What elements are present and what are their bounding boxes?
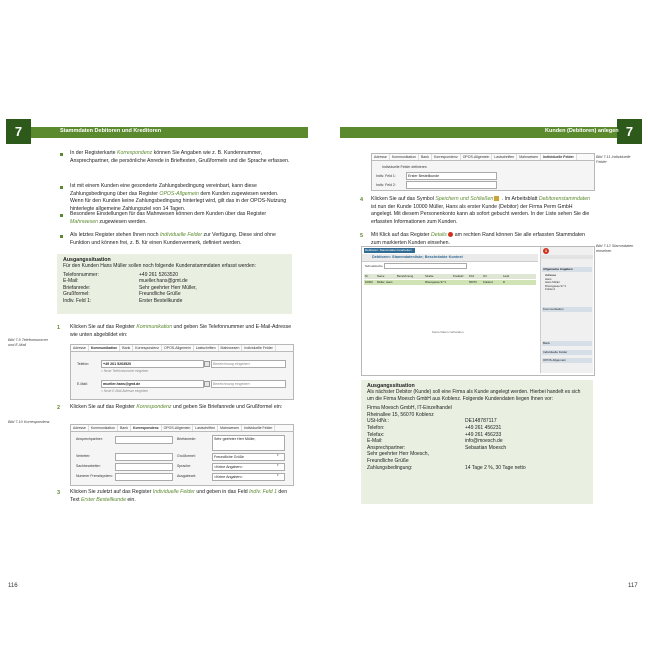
chapter-chip-left: 7 bbox=[6, 119, 31, 144]
cell: D bbox=[503, 280, 506, 284]
page-number-left: 116 bbox=[8, 583, 18, 589]
box-row: Telefonnummer: +49 261 5263520 bbox=[63, 271, 179, 278]
tab-kommunikation[interactable]: Kommunikation bbox=[390, 154, 419, 160]
box-line: Rheinallee 15, 56070 Koblenz bbox=[367, 411, 434, 418]
bullet-marker bbox=[60, 235, 63, 238]
bullet-marker bbox=[60, 153, 63, 156]
quicksearch-input[interactable] bbox=[384, 263, 467, 269]
email-hint: < Neue E-Mail-Adresse eingeben bbox=[101, 389, 149, 393]
bullet-text: Als letztes Register stehen Ihnen noch Individuelle Felder zur Verfügung. Diese sind ohne Funktion und können frei, z. B. für einen Kundenvermerk, definiert werden. bbox=[70, 232, 276, 246]
telefon-label: Telefon: bbox=[77, 362, 90, 366]
tab-adresse[interactable]: Adresse bbox=[71, 345, 89, 351]
detail-line: Adresse bbox=[545, 273, 557, 277]
details-section-title[interactable]: Allgemeine Angaben bbox=[542, 267, 592, 272]
box-title: Ausgangssituation bbox=[63, 257, 111, 263]
step-text: Klicken Sie auf das Register Korrespondenz und geben Sie Briefanrede und Grußformel ein: bbox=[70, 404, 283, 410]
tab-kommunikation[interactable]: Kommunikation bbox=[89, 345, 120, 351]
detail-line: Hans bbox=[545, 276, 552, 281]
box-line: Sehr geehrter Herr Moesch, bbox=[367, 451, 429, 458]
mail-icon[interactable] bbox=[204, 381, 210, 387]
ansprechpartner-label: Ansprechpartner: bbox=[76, 437, 103, 441]
details-section[interactable]: Kommunikation bbox=[542, 307, 592, 312]
step-number: 1 bbox=[57, 325, 61, 331]
col-header: Ort bbox=[483, 274, 487, 278]
situation-box-right bbox=[361, 380, 593, 504]
box-row: Indiv. Feld 1: Erster Bestellkunde bbox=[63, 297, 183, 304]
box-row: USt-IdNr.: DE148787117 bbox=[367, 418, 497, 425]
bullet-text: Ist mit einem Kunden eine gesonderte Zahlungsbedingung vereinbart, kann diese Zahlungsbedingung über das Register OPOS-Allgemein dem Kunden zugewiesen werden. Wenn für den Kunden keine Zahlungsbedingung hinterlegt wird, gilt das in der OPOS-Nutzung hinterlegte allgemeine Zahlungsziel von 14 Tagen. bbox=[70, 183, 287, 212]
feld2-input[interactable] bbox=[406, 181, 497, 189]
chevron-down-icon[interactable]: ▾ bbox=[277, 463, 279, 467]
tab-lastschriften[interactable]: Lastschriften bbox=[492, 154, 517, 160]
header-title-right: Kunden (Debitoren) anlegen bbox=[545, 128, 619, 134]
detail-line: Hans Müller bbox=[545, 280, 560, 285]
cell: 10000 bbox=[365, 280, 373, 284]
list-title: Debitoren: Stammdatenliste; Beschränkte Kontext bbox=[372, 255, 463, 259]
step-text: Klicken Sie auf das Symbol Speichern und Schließen . Im Arbeitsblatt Debitorenstammdaten ist nun der Kunde 10000 Müller, Hans als erster Kunde (Debitor) der Firma Perm GmbH angelegt. Mit diesem Personenkonto kann ab sofort gebucht werden. In der Liste sehen Sie die erfassten Informationen zum Kunden. bbox=[371, 196, 590, 225]
tab-korrespondenz[interactable]: Korrespondenz bbox=[432, 154, 461, 160]
step-number: 4 bbox=[360, 197, 364, 203]
vertreter-label: Vertreter: bbox=[76, 454, 91, 458]
tab-individuelle-felder[interactable]: Individuelle Felder bbox=[242, 345, 275, 351]
step-text: Mit Klick auf das Register Details am rechten Rand können Sie alle erfassten Stammdaten zum markierten Kunden einsehen. bbox=[371, 232, 586, 246]
screenshot-stammdaten bbox=[361, 246, 595, 376]
col-header: Straße bbox=[425, 274, 434, 278]
sachbearbeiter-input[interactable] bbox=[115, 463, 173, 471]
step-number: 5 bbox=[360, 233, 364, 239]
details-section[interactable]: Bank bbox=[542, 341, 592, 346]
empty-state: Keine Daten vorhanden bbox=[432, 330, 464, 334]
box-row: Telefax: +49 261 456233 bbox=[367, 431, 502, 438]
ausgabeart-select[interactable]: <Keine Angaben> bbox=[212, 473, 285, 481]
box-row: Telefon: +49 261 456231 bbox=[367, 424, 502, 431]
cell: Koblenz bbox=[483, 280, 494, 284]
box-row: Ansprechpartner: Sebastian Moesch bbox=[367, 444, 507, 451]
step-number: 2 bbox=[57, 405, 61, 411]
box-row: Briefanrede: Sehr geehrter Herr Müller, bbox=[63, 284, 197, 291]
telefon-hint: < Neue Telefonnummer eingeben bbox=[101, 369, 149, 373]
figure-caption: Bild 7.9 Telefonnummer und E-Mail bbox=[8, 338, 48, 348]
tab-adresse[interactable]: Adresse bbox=[372, 154, 390, 160]
box-row: E-Mail: info@moesch.de bbox=[367, 438, 503, 445]
feld1-input[interactable]: Erster Bestellkunde bbox=[406, 172, 497, 180]
email-label: E-Mail: bbox=[77, 382, 88, 386]
box-line: Freundliche Grüße bbox=[367, 457, 409, 464]
bullet-text: Besondere Einstellungen für das Mahnwesen können dem Kunden über das Register Mahnwesen zugewiesen werden. bbox=[70, 211, 267, 225]
tab-strip bbox=[71, 345, 293, 352]
tab-opos[interactable]: OPOS-Allgemein bbox=[162, 345, 194, 351]
grussformel-label: Grußformel: bbox=[177, 454, 196, 458]
box-row: E-Mail: mueller.hans@gmt.de bbox=[63, 278, 188, 285]
tab-mahnwesen[interactable]: Mahnwesen bbox=[219, 345, 243, 351]
tab-lastschriften[interactable]: Lastschriften bbox=[194, 345, 219, 351]
step-number: 3 bbox=[57, 490, 61, 496]
box-row: Grußformel: Freundliche Grüße bbox=[63, 291, 181, 298]
feld2-label: Indiv. Feld 2: bbox=[376, 183, 396, 187]
tab-bank[interactable]: Bank bbox=[120, 345, 133, 351]
detail-line: Koblenz bbox=[545, 287, 556, 292]
col-header: Postleitz. bbox=[453, 274, 465, 278]
tab-opos[interactable]: OPOS-Allgemein bbox=[162, 425, 194, 431]
chevron-down-icon[interactable]: ▾ bbox=[277, 473, 279, 477]
briefanrede-label: Briefanrede: bbox=[177, 437, 197, 441]
header-title-left: Stammdaten Debitoren und Kreditoren bbox=[60, 128, 162, 134]
details-badge: 1 bbox=[544, 248, 548, 253]
details-panel bbox=[540, 247, 593, 373]
tab-strip bbox=[372, 154, 594, 161]
ausgabeart-label: Ausgabeart: bbox=[177, 474, 196, 478]
screenshot-individuelle-felder bbox=[371, 153, 595, 191]
box-title: Ausgangssituation bbox=[367, 383, 415, 389]
grussformel-select[interactable]: Freundliche Grüße bbox=[212, 453, 285, 461]
sprache-label: Sprache: bbox=[177, 464, 192, 468]
tab-adresse[interactable]: Adresse bbox=[71, 425, 89, 431]
fremdsystem-input[interactable] bbox=[115, 473, 173, 481]
details-tab-strip[interactable] bbox=[541, 255, 593, 259]
sprache-select[interactable]: <Keine Angaben> bbox=[212, 463, 285, 471]
box-row: Zahlungsbedingung: 14 Tage 2 %, 30 Tage netto bbox=[367, 464, 526, 471]
tab-lastschriften[interactable]: Lastschriften bbox=[193, 425, 218, 431]
col-header: Land bbox=[503, 274, 510, 278]
chevron-down-icon[interactable]: ▾ bbox=[277, 453, 279, 457]
fremdsystem-label: Nummer Fremdsystem: bbox=[76, 474, 113, 478]
screenshot-kommunikation bbox=[70, 344, 294, 400]
col-header: Bezeichnung bbox=[397, 274, 414, 278]
tab-korrespondenz[interactable]: Korrespondenz bbox=[131, 425, 162, 431]
briefanrede-input[interactable]: Sehr geehrter Herr Müller, bbox=[212, 435, 285, 451]
tab-bank[interactable]: Bank bbox=[419, 154, 432, 160]
tab-opos[interactable]: OPOS-Allgemein bbox=[461, 154, 493, 160]
define-fields-link[interactable]: Individuelle Felder definieren bbox=[382, 165, 427, 169]
cell bbox=[397, 280, 425, 285]
details-section[interactable]: Individuelle Felder bbox=[542, 350, 592, 355]
tab-individuelle-felder[interactable]: Individuelle Felder bbox=[541, 154, 577, 160]
figure-caption: Bild 7.11 Individuelle Felder bbox=[596, 155, 631, 165]
cell: Rheingasse 97 3 bbox=[425, 280, 446, 284]
bullet-marker bbox=[60, 214, 63, 217]
cell: 56070 bbox=[469, 280, 477, 284]
table-row[interactable] bbox=[364, 280, 536, 285]
tab-bank[interactable]: Bank bbox=[118, 425, 131, 431]
details-address bbox=[545, 274, 566, 292]
filter-label: Schnellsuche bbox=[365, 264, 383, 268]
tab-strip bbox=[71, 425, 293, 432]
feld1-label: Indiv. Feld 1: bbox=[376, 174, 396, 178]
step-text: Klicken Sie auf das Register Kommunikation und geben Sie Telefonnummer und E-Mail-Adresse wie unten abgebildet ein: bbox=[70, 324, 292, 338]
tab-kommunikation[interactable]: Kommunikation bbox=[89, 425, 118, 431]
ansprechpartner-input[interactable] bbox=[115, 436, 173, 444]
cell bbox=[453, 280, 469, 285]
table-header bbox=[364, 274, 536, 279]
box-line: Firma Moesch GmbH, IT-Einzelhandel bbox=[367, 405, 452, 412]
col-header: Nr. bbox=[365, 274, 369, 278]
window-tab[interactable]: Debitoren: Stammdaten bearbeiten bbox=[364, 248, 415, 253]
description-input[interactable]: Bezeichnung eingeben bbox=[211, 380, 286, 388]
col-header: Name bbox=[377, 274, 385, 278]
tab-mahnwesen[interactable]: Mahnwesen bbox=[218, 425, 242, 431]
sachbearbeiter-label: Sachbearbeiter: bbox=[76, 464, 101, 468]
tab-mahnwesen[interactable]: Mahnwesen bbox=[517, 154, 541, 160]
cell: Müller, Hans bbox=[377, 280, 393, 284]
box-intro: Für den Kunden Hans Müller sollen noch folgende Kundenstammdaten erfasst werden: bbox=[63, 263, 256, 269]
page-number-right: 117 bbox=[628, 583, 638, 589]
dropdown-icon[interactable] bbox=[204, 361, 210, 367]
email-input[interactable]: mueller.hans@gmt.de bbox=[101, 380, 204, 388]
step-text: Klicken Sie zuletzt auf das Register Individuelle Felder und geben in das Feld Indiv. Feld 1 den Text Erster Bestellkunde ein. bbox=[70, 489, 288, 503]
tab-individuelle-felder[interactable]: Individuelle Felder bbox=[242, 425, 275, 431]
figure-caption: Bild 7.12 Stammdaten einsehen bbox=[596, 244, 634, 254]
vertreter-input[interactable] bbox=[115, 453, 173, 461]
screenshot-korrespondenz bbox=[70, 424, 294, 486]
figure-caption: Bild 7.10 Korrespondenz bbox=[8, 420, 50, 424]
chapter-chip-right: 7 bbox=[617, 119, 642, 144]
col-header: PLZ bbox=[469, 274, 475, 278]
situation-box-left bbox=[57, 254, 292, 314]
telefon-input[interactable]: +49 261 5263520 bbox=[101, 360, 204, 368]
bullet-text: In der Registerkarte Korrespondenz können Sie Angaben wie z. B. Kundennummer, Ansprechpartner, die persönliche Anrede in Brieftexten, Grußformeln und die Sprache erfassen. bbox=[70, 150, 290, 164]
tab-korrespondenz[interactable]: Korrespondenz bbox=[133, 345, 162, 351]
save-close-icon bbox=[494, 196, 499, 201]
description-input[interactable]: Bezeichnung eingeben bbox=[211, 360, 286, 368]
bullet-marker bbox=[60, 186, 63, 189]
box-intro: Als nächster Debitor (Kunde) soll eine Firma als Kunde angelegt werden. Hierbei handelt es sich um die Firma Moesch GmbH aus Koblenz. Folgende Kundendaten liegen Ihnen vor: bbox=[367, 389, 581, 402]
details-section[interactable]: OPOS-Allgemein bbox=[542, 358, 592, 363]
detail-line: Rheingasse 97 3 bbox=[545, 283, 566, 288]
